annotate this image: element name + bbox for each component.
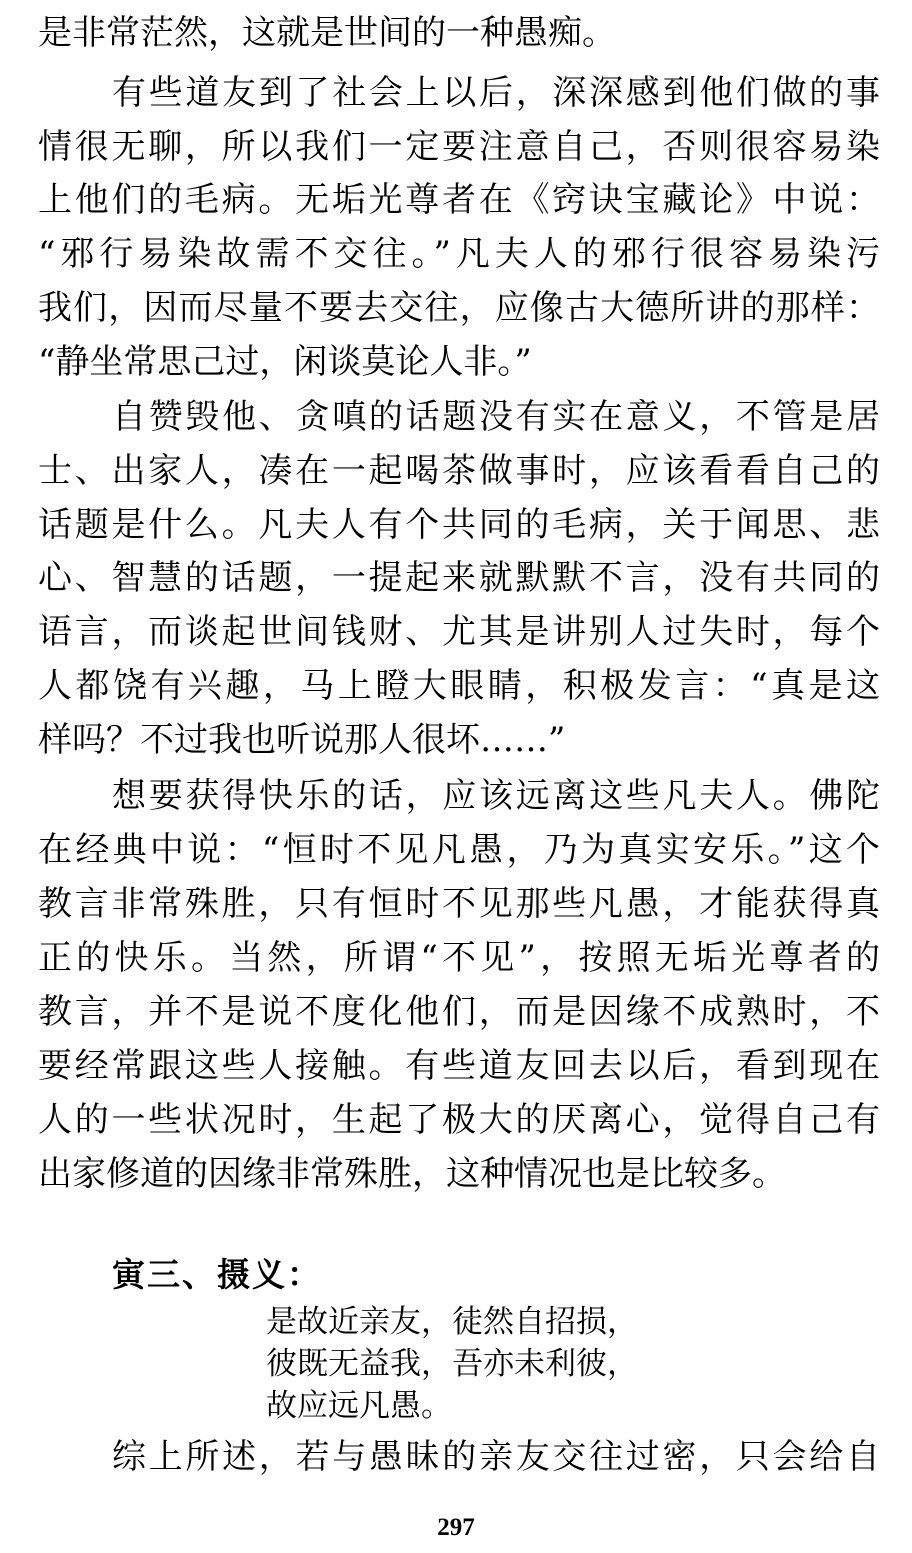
text-line: 出家修道的因缘非常殊胜，这种情况也是比较多。 xyxy=(38,1154,786,1194)
text-line: 教言非常殊胜，只有恒时不见那些凡愚，才能获得真 xyxy=(38,884,880,924)
text-line: “邪行易染故需不交往。”凡夫人的邪行很容易染污 xyxy=(38,234,880,274)
text-line: 样吗？不过我也听说那人很坏……” xyxy=(38,720,566,760)
text-line: 想要获得快乐的话，应该远离这些凡夫人。佛陀 xyxy=(112,776,880,816)
text-line: 是非常茫然，这就是世间的一种愚痴。 xyxy=(38,13,616,53)
verse-line: 彼既无益我，吾亦未利彼， xyxy=(266,1346,638,1382)
text-line: 教言，并不是说不度化他们，而是因缘不成熟时，不 xyxy=(38,992,880,1032)
text-line: 人的一些状况时，生起了极大的厌离心，觉得自己有 xyxy=(38,1100,880,1140)
text-line: 上他们的毛病。无垢光尊者在《窍诀宝藏论》中说： xyxy=(38,180,880,220)
text-line: 话题是什么。凡夫人有个共同的毛病，关于闻思、悲 xyxy=(38,505,880,545)
text-line: 情很无聊，所以我们一定要注意自己，否则很容易染 xyxy=(38,127,880,167)
verse-line: 故应远凡愚。 xyxy=(266,1388,452,1424)
page-number: 297 xyxy=(437,1514,475,1541)
text-line: “静坐常思己过，闲谈莫论人非。” xyxy=(38,342,532,382)
text-line: 我们，因而尽量不要去交往，应像古大德所讲的那样： xyxy=(38,288,880,328)
verse-line: 是故近亲友，徒然自招损， xyxy=(266,1304,638,1340)
text-line: 自赞毁他、贪嗔的话题没有实在意义，不管是居 xyxy=(112,397,880,437)
text-line: 心、智慧的话题，一提起来就默默不言，没有共同的 xyxy=(38,558,880,598)
text-line: 人都饶有兴趣，马上瞪大眼睛，积极发言：“真是这 xyxy=(38,666,880,706)
text-line: 语言，而谈起世间钱财、尤其是讲别人过失时，每个 xyxy=(38,612,880,652)
closing-line: 综上所述，若与愚昧的亲友交往过密，只会给自 xyxy=(112,1437,880,1477)
text-line: 要经常跟这些人接触。有些道友回去以后，看到现在 xyxy=(38,1046,880,1086)
section-heading: 寅三、摄义： xyxy=(112,1255,322,1294)
text-line: 在经典中说：“恒时不见凡愚，乃为真实安乐。”这个 xyxy=(38,830,880,870)
text-line: 有些道友到了社会上以后，深深感到他们做的事 xyxy=(112,73,880,113)
text-line: 士、出家人，凑在一起喝茶做事时，应该看看自己的 xyxy=(38,451,880,491)
text-line: 正的快乐。当然，所谓“不见”，按照无垢光尊者的 xyxy=(38,938,880,978)
